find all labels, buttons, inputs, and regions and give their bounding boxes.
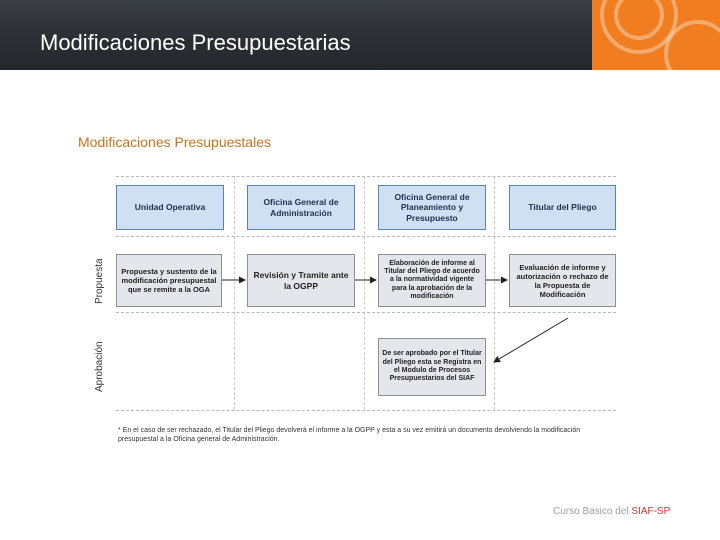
page-title: Modificaciones Presupuestarias bbox=[40, 30, 351, 55]
step-propuesta: Propuesta y sustento de la modificación presupuestal que se remite a la OGA bbox=[116, 254, 222, 307]
footer-brand: SIAF-SP bbox=[631, 506, 671, 517]
column-header-ogpp: Oficina General de Planeamiento y Presupuesto bbox=[378, 185, 486, 230]
step-revision: Revisión y Tramite ante la OGPP bbox=[247, 254, 355, 307]
step-evaluacion: Evaluación de informe y autorización o rechazo de la Propuesta de Modificación bbox=[509, 254, 616, 307]
column-header-unidad-operativa: Unidad Operativa bbox=[116, 185, 224, 230]
footnote: * En el caso de ser rechazado, el Titular del Pliego devolverá el informe a la OGPP y esta a su vez emitirá un documento devolviendo la modificación presupuestal a la Oficina general de Administración. bbox=[118, 427, 581, 444]
diagram-subtitle: Modificaciones Presupuestales bbox=[78, 134, 271, 150]
step-registro-siaf: De ser aprobado por el Titular del Pliego esta se Registra en el Modulo de Procesos Presupuestarios del SIAF bbox=[378, 338, 486, 396]
footer-prefix: Curso Basico del bbox=[553, 506, 632, 517]
footer bbox=[553, 506, 670, 517]
lane-label-propuesta: Propuesta bbox=[94, 258, 105, 304]
step-elaboracion-informe: Elaboración de informe al Titular del Pliego de acuerdo a la normatividad vigente para la aprobación de la modificación bbox=[378, 254, 486, 307]
column-header-oga: Oficina General de Administración bbox=[247, 185, 355, 230]
lane-label-aprobacion: Aprobación bbox=[94, 341, 105, 392]
arrow-connector bbox=[494, 318, 568, 362]
column-header-titular: Titular del Pliego bbox=[509, 185, 616, 230]
